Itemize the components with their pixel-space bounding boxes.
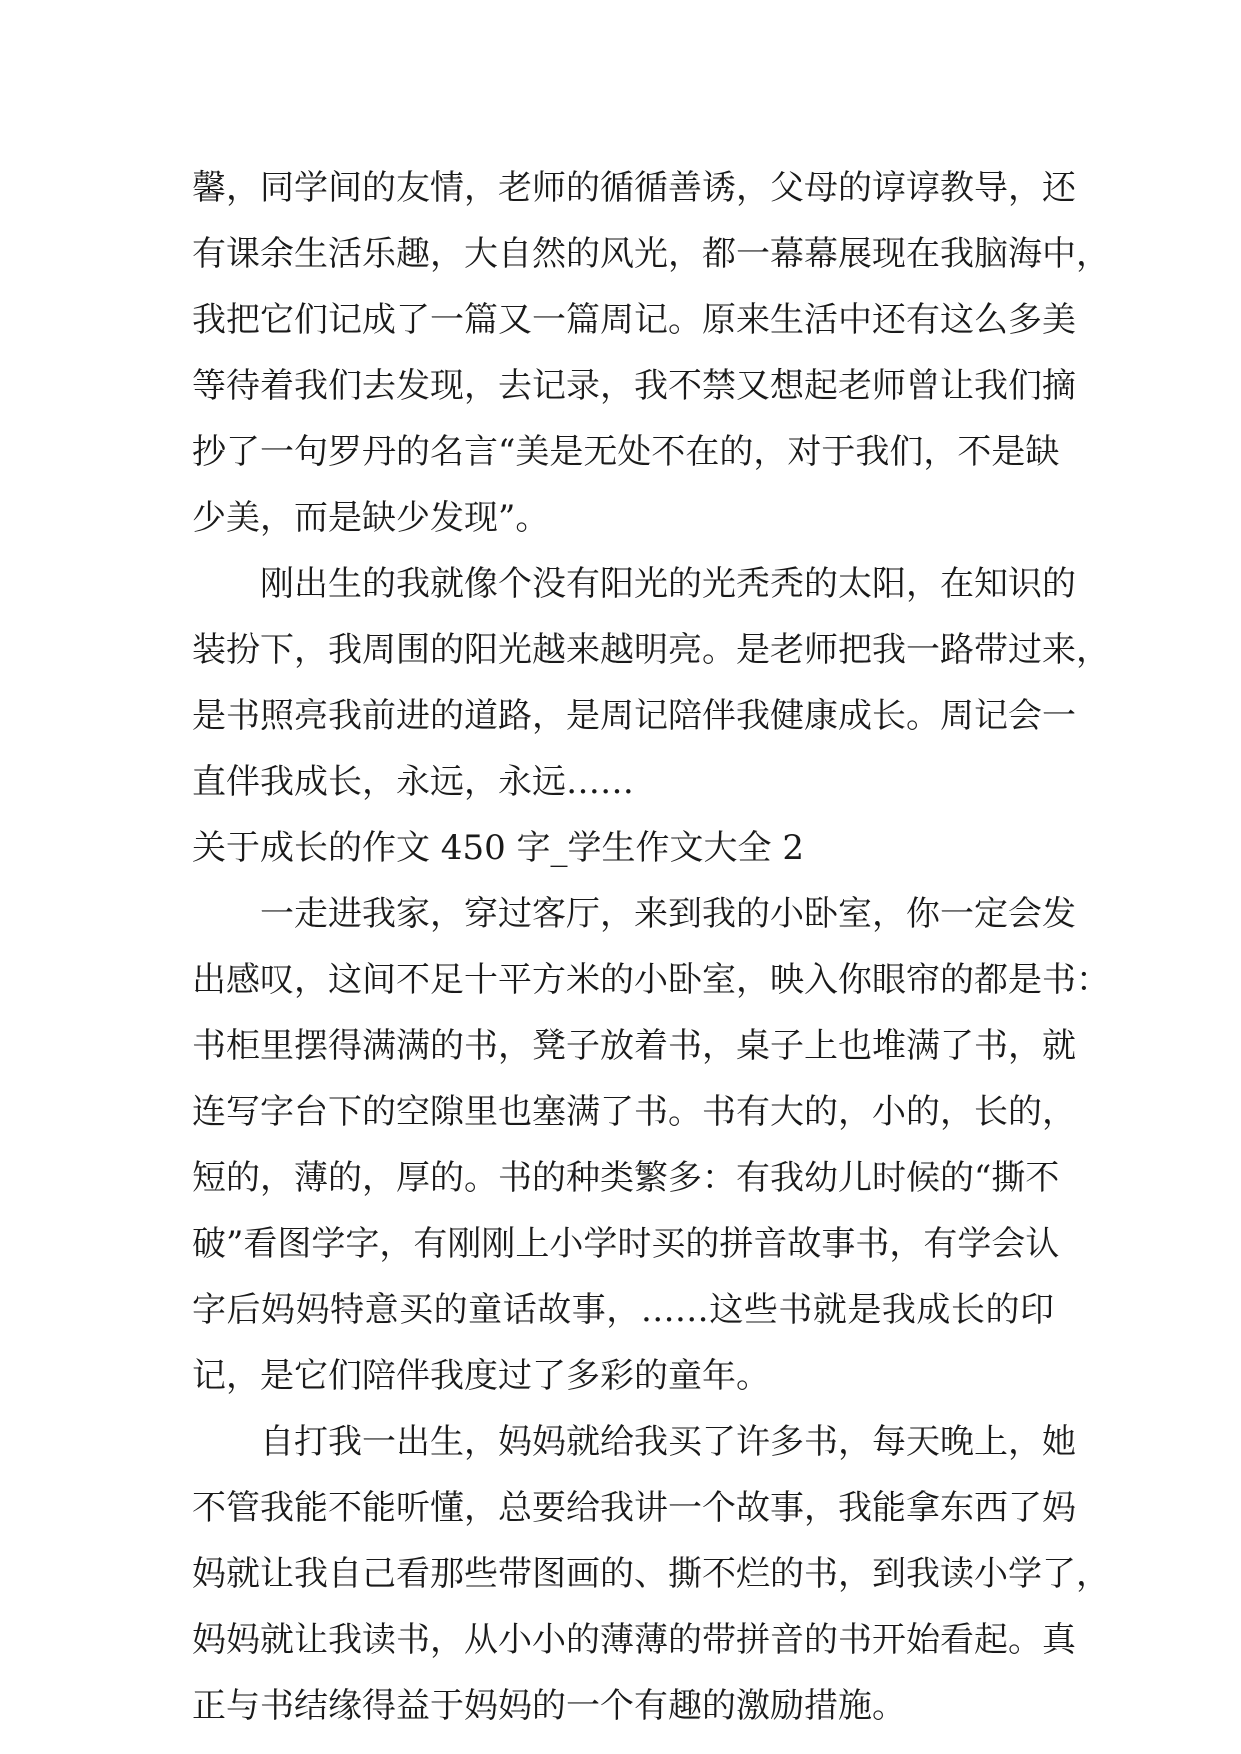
text-line: 一走进我家，穿过客厅，来到我的小卧室，你一定会发 <box>260 894 1076 934</box>
text-line: 我把它们记成了一篇又一篇周记。原来生活中还有这么多美 <box>192 300 1076 340</box>
text-line: 刚出生的我就像个没有阳光的光秃秃的太阳，在知识的 <box>260 564 1076 604</box>
text-line: 自打我一出生，妈妈就给我买了许多书，每天晚上，她 <box>260 1422 1076 1462</box>
text-line: 书柜里摆得满满的书，凳子放着书，桌子上也堆满了书，就 <box>192 1026 1076 1066</box>
text-line: 装扮下，我周围的阳光越来越明亮。是老师把我一路带过来， <box>192 630 1110 670</box>
text-line: 馨，同学间的友情，老师的循循善诱，父母的谆谆教导，还 <box>192 168 1076 208</box>
text-line: 妈就让我自己看那些带图画的、撕不烂的书，到我读小学了， <box>192 1554 1110 1594</box>
heading-text: 关于成长的作文 450 字_学生作文大全 2 <box>192 828 804 868</box>
paragraph <box>192 886 1110 1414</box>
text-line: 有课余生活乐趣，大自然的风光，都一幕幕展现在我脑海中， <box>192 234 1110 274</box>
text-line: 抄了一句罗丹的名言“美是无处不在的，对于我们，不是缺 <box>192 432 1060 472</box>
text-line: 少美，而是缺少发现”。 <box>192 498 550 538</box>
text-line: 记，是它们陪伴我度过了多彩的童年。 <box>192 1356 770 1396</box>
paragraph <box>192 556 1110 820</box>
paragraph <box>192 1414 1110 1744</box>
text-line: 字后妈妈特意买的童话故事，……这些书就是我成长的印 <box>192 1290 1054 1330</box>
text-line: 直伴我成长，永远，永远…… <box>192 762 634 802</box>
text-line: 连写字台下的空隙里也塞满了书。书有大的，小的，长的， <box>192 1092 1076 1132</box>
text-line: 出感叹，这间不足十平方米的小卧室，映入你眼帘的都是书： <box>192 960 1110 1000</box>
text-line: 等待着我们去发现，去记录，我不禁又想起老师曾让我们摘 <box>192 366 1076 406</box>
paragraph <box>192 160 1110 556</box>
text-line: 短的，薄的，厚的。书的种类繁多：有我幼儿时候的“撕不 <box>192 1158 1060 1198</box>
text-line: 妈妈就让我读书，从小小的薄薄的带拼音的书开始看起。真 <box>192 1620 1076 1660</box>
section-heading <box>192 820 1054 886</box>
text-line: 是书照亮我前进的道路，是周记陪伴我健康成长。周记会一 <box>192 696 1076 736</box>
text-line: 不管我能不能听懂，总要给我讲一个故事，我能拿东西了妈 <box>192 1488 1076 1528</box>
document-body <box>192 160 1110 1744</box>
text-line: 破”看图学字，有刚刚上小学时买的拼音故事书，有学会认 <box>192 1224 1060 1264</box>
text-line: 正与书结缘得益于妈妈的一个有趣的激励措施。 <box>192 1686 906 1726</box>
